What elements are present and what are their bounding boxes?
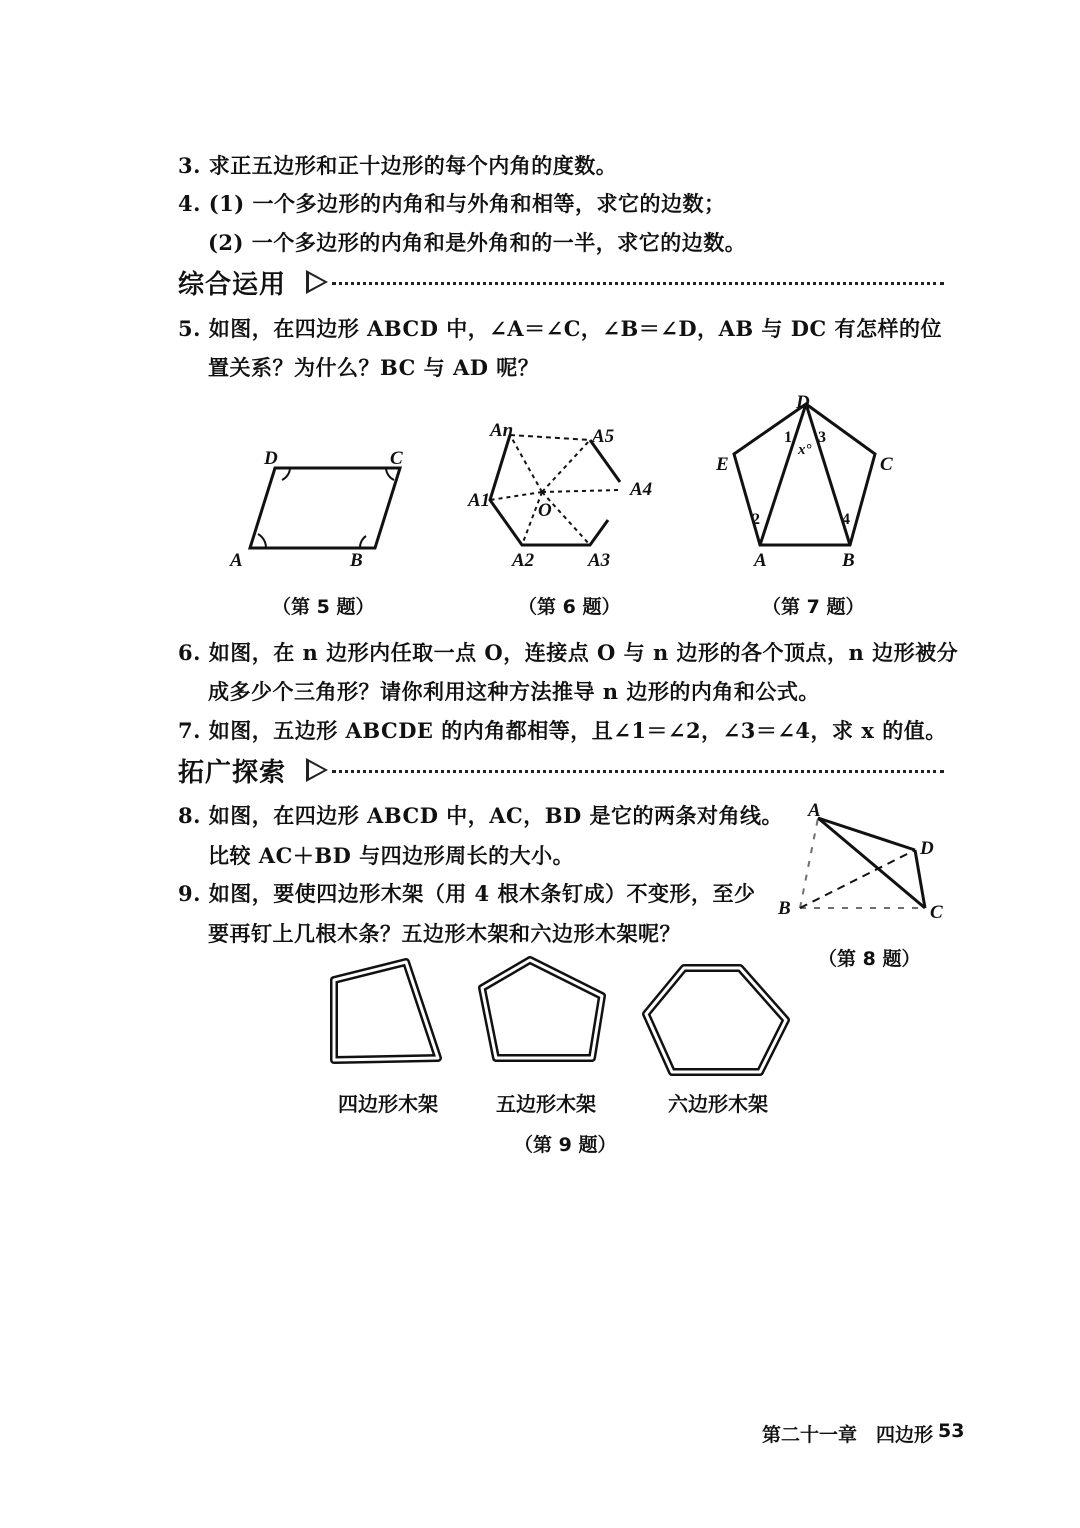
angle-arc-c (386, 468, 394, 480)
hex-frame-outer (646, 968, 786, 1072)
problem-6-line-2: 成多少个三角形？请你利用这种方法推导 n 边形的内角和公式。 (208, 679, 820, 704)
figure-7-pentagon (710, 390, 910, 580)
problem-3: 3. 求正五边形和正十边形的每个内角的度数。 (178, 153, 618, 178)
fig6-label-a3: A3 (588, 550, 611, 571)
label-pent-frame: 五边形木架 (496, 1092, 596, 1116)
footer-chapter: 第二十一章 四边形 (762, 1424, 934, 1446)
figure-8-quadrilateral (770, 800, 960, 930)
diagonal-bd (800, 850, 915, 908)
fig6-label-a5: A5 (592, 426, 615, 447)
fig7-angle-3: 3 (818, 429, 826, 446)
label-hex-frame: 六边形木架 (668, 1092, 768, 1116)
angle-arc-b (360, 536, 366, 548)
problem-7: 7. 如图，五边形 ABCDE 的内角都相等，且∠1＝∠2，∠3＝∠4，求 x 的值。 (178, 718, 947, 743)
fig7-label-d: D (796, 392, 810, 413)
section-arrow-icon (306, 270, 328, 294)
ngon-dashed-edge (510, 435, 590, 440)
section-extension-title: 拓广探索 (178, 758, 287, 788)
figure-6-ngon (460, 420, 660, 580)
diagonal-da (760, 404, 806, 545)
fig5-label-a: A (230, 550, 243, 571)
edge-ad (818, 818, 915, 850)
fig7-label-b: B (842, 550, 855, 571)
figure-5-parallelogram (220, 440, 420, 580)
problem-9-line-2: 要再钉上几根木条？五边形木架和六边形木架呢？ (208, 921, 681, 946)
parallelogram-shape (250, 468, 400, 548)
section-arrow-icon (306, 758, 328, 782)
fig7-label-a: A (754, 550, 767, 571)
section-comprehensive-title: 综合运用 (178, 270, 287, 300)
problem-8-line-1: 8. 如图，在四边形 ABCD 中，AC，BD 是它的两条对角线。 (178, 803, 783, 828)
fig6-label-o: O (538, 500, 552, 521)
caption-figure-9: （第 9 题） (514, 1134, 617, 1156)
problem-5-line-1: 5. 如图，在四边形 ABCD 中，∠A＝∠C，∠B＝∠D，AB 与 DC 有怎样的位 (178, 316, 942, 341)
fig7-angle-2: 2 (752, 511, 760, 528)
fig6-label-a2: A2 (512, 550, 535, 571)
section-divider (332, 282, 944, 285)
fig7-label-e: E (716, 454, 729, 475)
fig7-angle-4: 4 (842, 511, 850, 528)
fig8-label-b: B (778, 898, 791, 919)
fig8-label-d: D (920, 838, 934, 859)
fig7-angle-1: 1 (784, 429, 792, 446)
fig6-label-a4: A4 (630, 479, 653, 500)
diagonal-ac (818, 818, 925, 908)
fig7-angle-x: x° (798, 442, 812, 458)
angle-arc-d (282, 468, 290, 480)
angle-arc-a (258, 534, 266, 548)
problem-6-line-1: 6. 如图，在 n 边形内任取一点 O，连接点 O 与 n 边形的各个顶点，n 边形被分 (178, 640, 959, 665)
fig6-label-an: An (490, 420, 514, 441)
problem-4-part-1: 4. (1) 一个多边形的内角和与外角和相等，求它的边数； (178, 191, 726, 216)
quad-frame-inner (334, 962, 438, 1060)
fig8-label-c: C (930, 902, 943, 923)
fig7-label-c: C (880, 454, 893, 475)
label-quad-frame: 四边形木架 (338, 1092, 438, 1116)
fig6-label-a1: A1 (468, 490, 491, 511)
problem-5-line-2: 置关系？为什么？BC 与 AD 呢？ (208, 355, 540, 380)
pent-frame-outer (482, 960, 602, 1058)
figure-9-wood-frames (320, 950, 800, 1090)
fig5-label-c: C (390, 448, 403, 469)
edge-ab (800, 818, 818, 908)
problem-8-line-2: 比较 AC＋BD 与四边形周长的大小。 (208, 843, 575, 868)
page-number: 53 (938, 1420, 965, 1442)
caption-figure-6: （第 6 题） (518, 596, 621, 618)
problem-9-line-1: 9. 如图，要使四边形木架（用 4 根木条钉成）不变形，至少 (178, 881, 756, 906)
fig5-label-d: D (264, 448, 278, 469)
fig8-label-a: A (808, 800, 821, 821)
problem-4-part-2: (2) 一个多边形的内角和是外角和的一半，求它的边数。 (208, 230, 747, 255)
caption-figure-8: （第 8 题） (818, 948, 921, 970)
caption-figure-5: （第 5 题） (272, 596, 375, 618)
section-divider (332, 770, 944, 773)
fig5-label-b: B (350, 550, 363, 571)
caption-figure-7: （第 7 题） (762, 596, 865, 618)
